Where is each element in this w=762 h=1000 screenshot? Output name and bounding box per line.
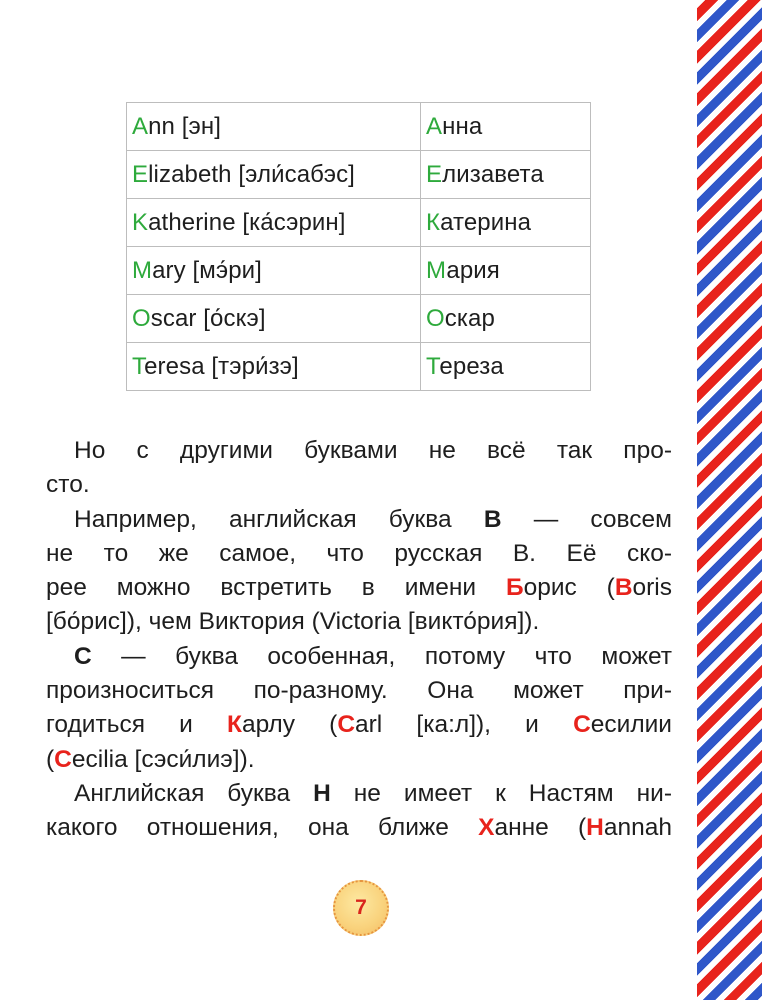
paragraph-line: не то же самое, что русская В. Её ско- [46, 539, 672, 567]
table-row [127, 343, 591, 391]
name-initial: О [426, 304, 445, 332]
letter-b: B [483, 505, 502, 533]
english-name-cell [127, 343, 421, 391]
english-name-cell [127, 103, 421, 151]
name-rest: атерина [440, 208, 532, 236]
name-initial: O [132, 304, 151, 332]
name-initial: А [426, 112, 443, 140]
name-rest: ария [446, 256, 500, 284]
paragraph-line: Но с другими буквами не всё так про- [74, 437, 672, 464]
name-initial: E [132, 160, 149, 188]
highlight-letter: C [54, 745, 72, 773]
highlight-letter: H [586, 814, 604, 842]
russian-name-cell [421, 247, 591, 295]
table-row [127, 199, 591, 247]
paragraph-line: сто. [46, 471, 90, 499]
letter-c: C [74, 642, 92, 670]
russian-name-cell [421, 199, 591, 247]
name-rest: скар [444, 304, 495, 332]
highlight-letter: С [573, 711, 591, 739]
table-row [127, 247, 591, 295]
english-name-cell [127, 295, 421, 343]
name-rest: atherine [ка́сэрин] [148, 208, 346, 236]
name-rest: lizabeth [эли́сабэс] [148, 160, 355, 188]
name-initial: K [132, 208, 149, 236]
name-initial: M [132, 256, 153, 284]
paragraph-line: C — буква особенная, потому что может [74, 642, 672, 670]
english-name-cell [127, 151, 421, 199]
russian-name-cell [421, 343, 591, 391]
name-rest: лизавета [442, 160, 544, 188]
name-initial: К [426, 208, 441, 236]
name-rest: nn [эн] [148, 112, 222, 140]
table-row [127, 151, 591, 199]
name-rest: eresa [тэри́зэ] [144, 352, 299, 380]
name-rest: scar [о́скэ] [150, 304, 266, 332]
name-rest: ереза [439, 352, 504, 380]
paragraph-line: рее можно встретить в имени Борис (Boris [46, 574, 672, 602]
decorative-stripe-border [697, 0, 762, 1000]
paragraph-line: (Cecilia [сэси́лиэ]). [46, 745, 255, 773]
highlight-letter: К [227, 711, 242, 739]
paragraph-line: годиться и Карлу (Carl [ка:л]), и Сесилии [46, 711, 672, 739]
table-row [127, 295, 591, 343]
paragraph-line: [бо́рис]), чем Виктория (Victoria [викто́рия]). [46, 608, 540, 636]
paragraph-line: произноситься по-разному. Она может при- [46, 677, 672, 705]
page-number-badge [333, 880, 389, 936]
letter-h: H [313, 779, 331, 807]
highlight-letter: C [337, 711, 356, 739]
name-initial: М [426, 256, 447, 284]
name-initial: Е [426, 160, 443, 188]
russian-name-cell [421, 151, 591, 199]
highlight-letter: B [614, 574, 633, 602]
paragraph-line: Английская буква H не имеет к Настям ни- [74, 779, 672, 807]
name-rest: ary [мэ́ри] [152, 256, 262, 284]
highlight-letter: Б [505, 574, 524, 602]
table-row [127, 103, 591, 151]
name-initial: Т [426, 352, 440, 380]
name-initial: T [132, 352, 145, 380]
name-rest: нна [442, 112, 483, 140]
paragraph-line: Например, английская буква B — совсем [74, 505, 672, 533]
paragraph-line: какого отношения, она ближе Ханне (Hannah [46, 814, 672, 842]
body-text [46, 434, 672, 846]
names-table [126, 102, 591, 391]
name-initial: A [132, 112, 149, 140]
russian-name-cell [421, 295, 591, 343]
page-number: 7 [355, 896, 367, 919]
russian-name-cell [421, 103, 591, 151]
highlight-letter: Х [478, 814, 495, 842]
english-name-cell [127, 199, 421, 247]
english-name-cell [127, 247, 421, 295]
